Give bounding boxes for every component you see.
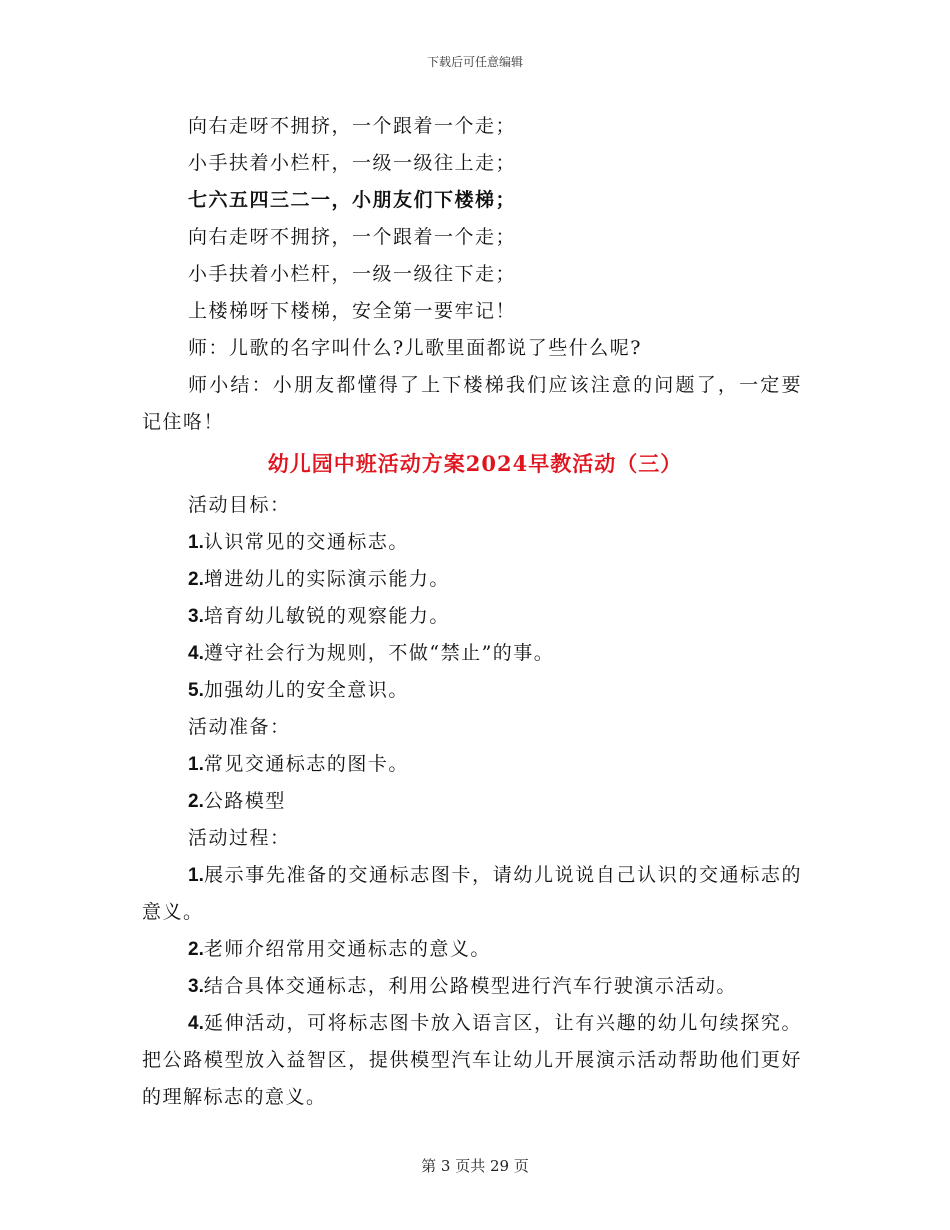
goal-number: 2. xyxy=(188,569,204,590)
goal-text: 加强幼儿的安全意识。 xyxy=(203,679,409,701)
page-footer: 第 3 页共 29 页 xyxy=(421,1157,529,1175)
song-line: 向右走呀不拥挤，一个跟着一个走； xyxy=(188,115,517,137)
goal-number: 3. xyxy=(188,606,204,627)
goal-text: 增进幼儿的实际演示能力。 xyxy=(203,568,450,590)
goal-item xyxy=(142,635,802,672)
section-title: 幼儿园中班活动方案2024早教活动（三） xyxy=(267,451,683,476)
preparation-number: 2. xyxy=(188,791,204,812)
process-item xyxy=(142,968,802,1005)
process-number: 2. xyxy=(188,939,204,960)
process-item xyxy=(142,1005,802,1116)
song-line: 小手扶着小栏杆，一级一级往上走； xyxy=(188,152,517,174)
teacher-summary: 师小结：小朋友都懂得了上下楼梯我们应该注意的问题了，一定要记住咯！ xyxy=(142,374,802,433)
goal-item xyxy=(142,561,802,598)
preparation-item xyxy=(142,746,802,783)
document-body xyxy=(142,108,802,1116)
process-text: 结合具体交通标志，利用公路模型进行汽车行驶演示活动。 xyxy=(203,975,737,997)
goals-label: 活动目标： xyxy=(188,494,291,516)
song-line: 向右走呀不拥挤，一个跟着一个走； xyxy=(188,226,517,248)
process-item xyxy=(142,931,802,968)
goal-number: 4. xyxy=(188,643,204,664)
preparation-label: 活动准备： xyxy=(188,716,291,738)
goal-item xyxy=(142,598,802,635)
goal-text: 遵守社会行为规则，不做“禁止”的事。 xyxy=(203,642,555,664)
teacher-question: 师：儿歌的名字叫什么?儿歌里面都说了些什么呢? xyxy=(188,337,642,359)
goal-number: 1. xyxy=(188,532,204,553)
preparation-text: 公路模型 xyxy=(203,790,286,812)
process-text: 老师介绍常用交通标志的意义。 xyxy=(203,938,491,960)
process-item xyxy=(142,857,802,931)
goal-text: 认识常见的交通标志。 xyxy=(203,531,409,553)
preparation-text: 常见交通标志的图卡。 xyxy=(203,753,409,775)
process-number: 4. xyxy=(188,1013,204,1034)
goal-number: 5. xyxy=(188,680,204,701)
song-line: 小手扶着小栏杆，一级一级往下走； xyxy=(188,263,517,285)
process-text: 展示事先准备的交通标志图卡，请幼儿说说自己认识的交通标志的意义。 xyxy=(142,864,802,923)
song-line: 七六五四三二一，小朋友们下楼梯； xyxy=(188,189,517,211)
goal-item xyxy=(142,672,802,709)
goal-item xyxy=(142,524,802,561)
process-text: 延伸活动，可将标志图卡放入语言区，让有兴趣的幼儿句续探究。把公路模型放入益智区，提供模型汽车让幼儿开展演示活动帮助他们更好的理解标志的意义。 xyxy=(142,1012,802,1108)
process-number: 1. xyxy=(188,865,204,886)
preparation-number: 1. xyxy=(188,754,204,775)
goal-text: 培育幼儿敏锐的观察能力。 xyxy=(203,605,450,627)
preparation-item xyxy=(142,783,802,820)
process-label: 活动过程： xyxy=(188,827,291,849)
song-line: 上楼梯呀下楼梯，安全第一要牢记！ xyxy=(188,300,517,322)
process-number: 3. xyxy=(188,976,204,997)
page-header-note: 下载后可任意编辑 xyxy=(426,55,523,69)
